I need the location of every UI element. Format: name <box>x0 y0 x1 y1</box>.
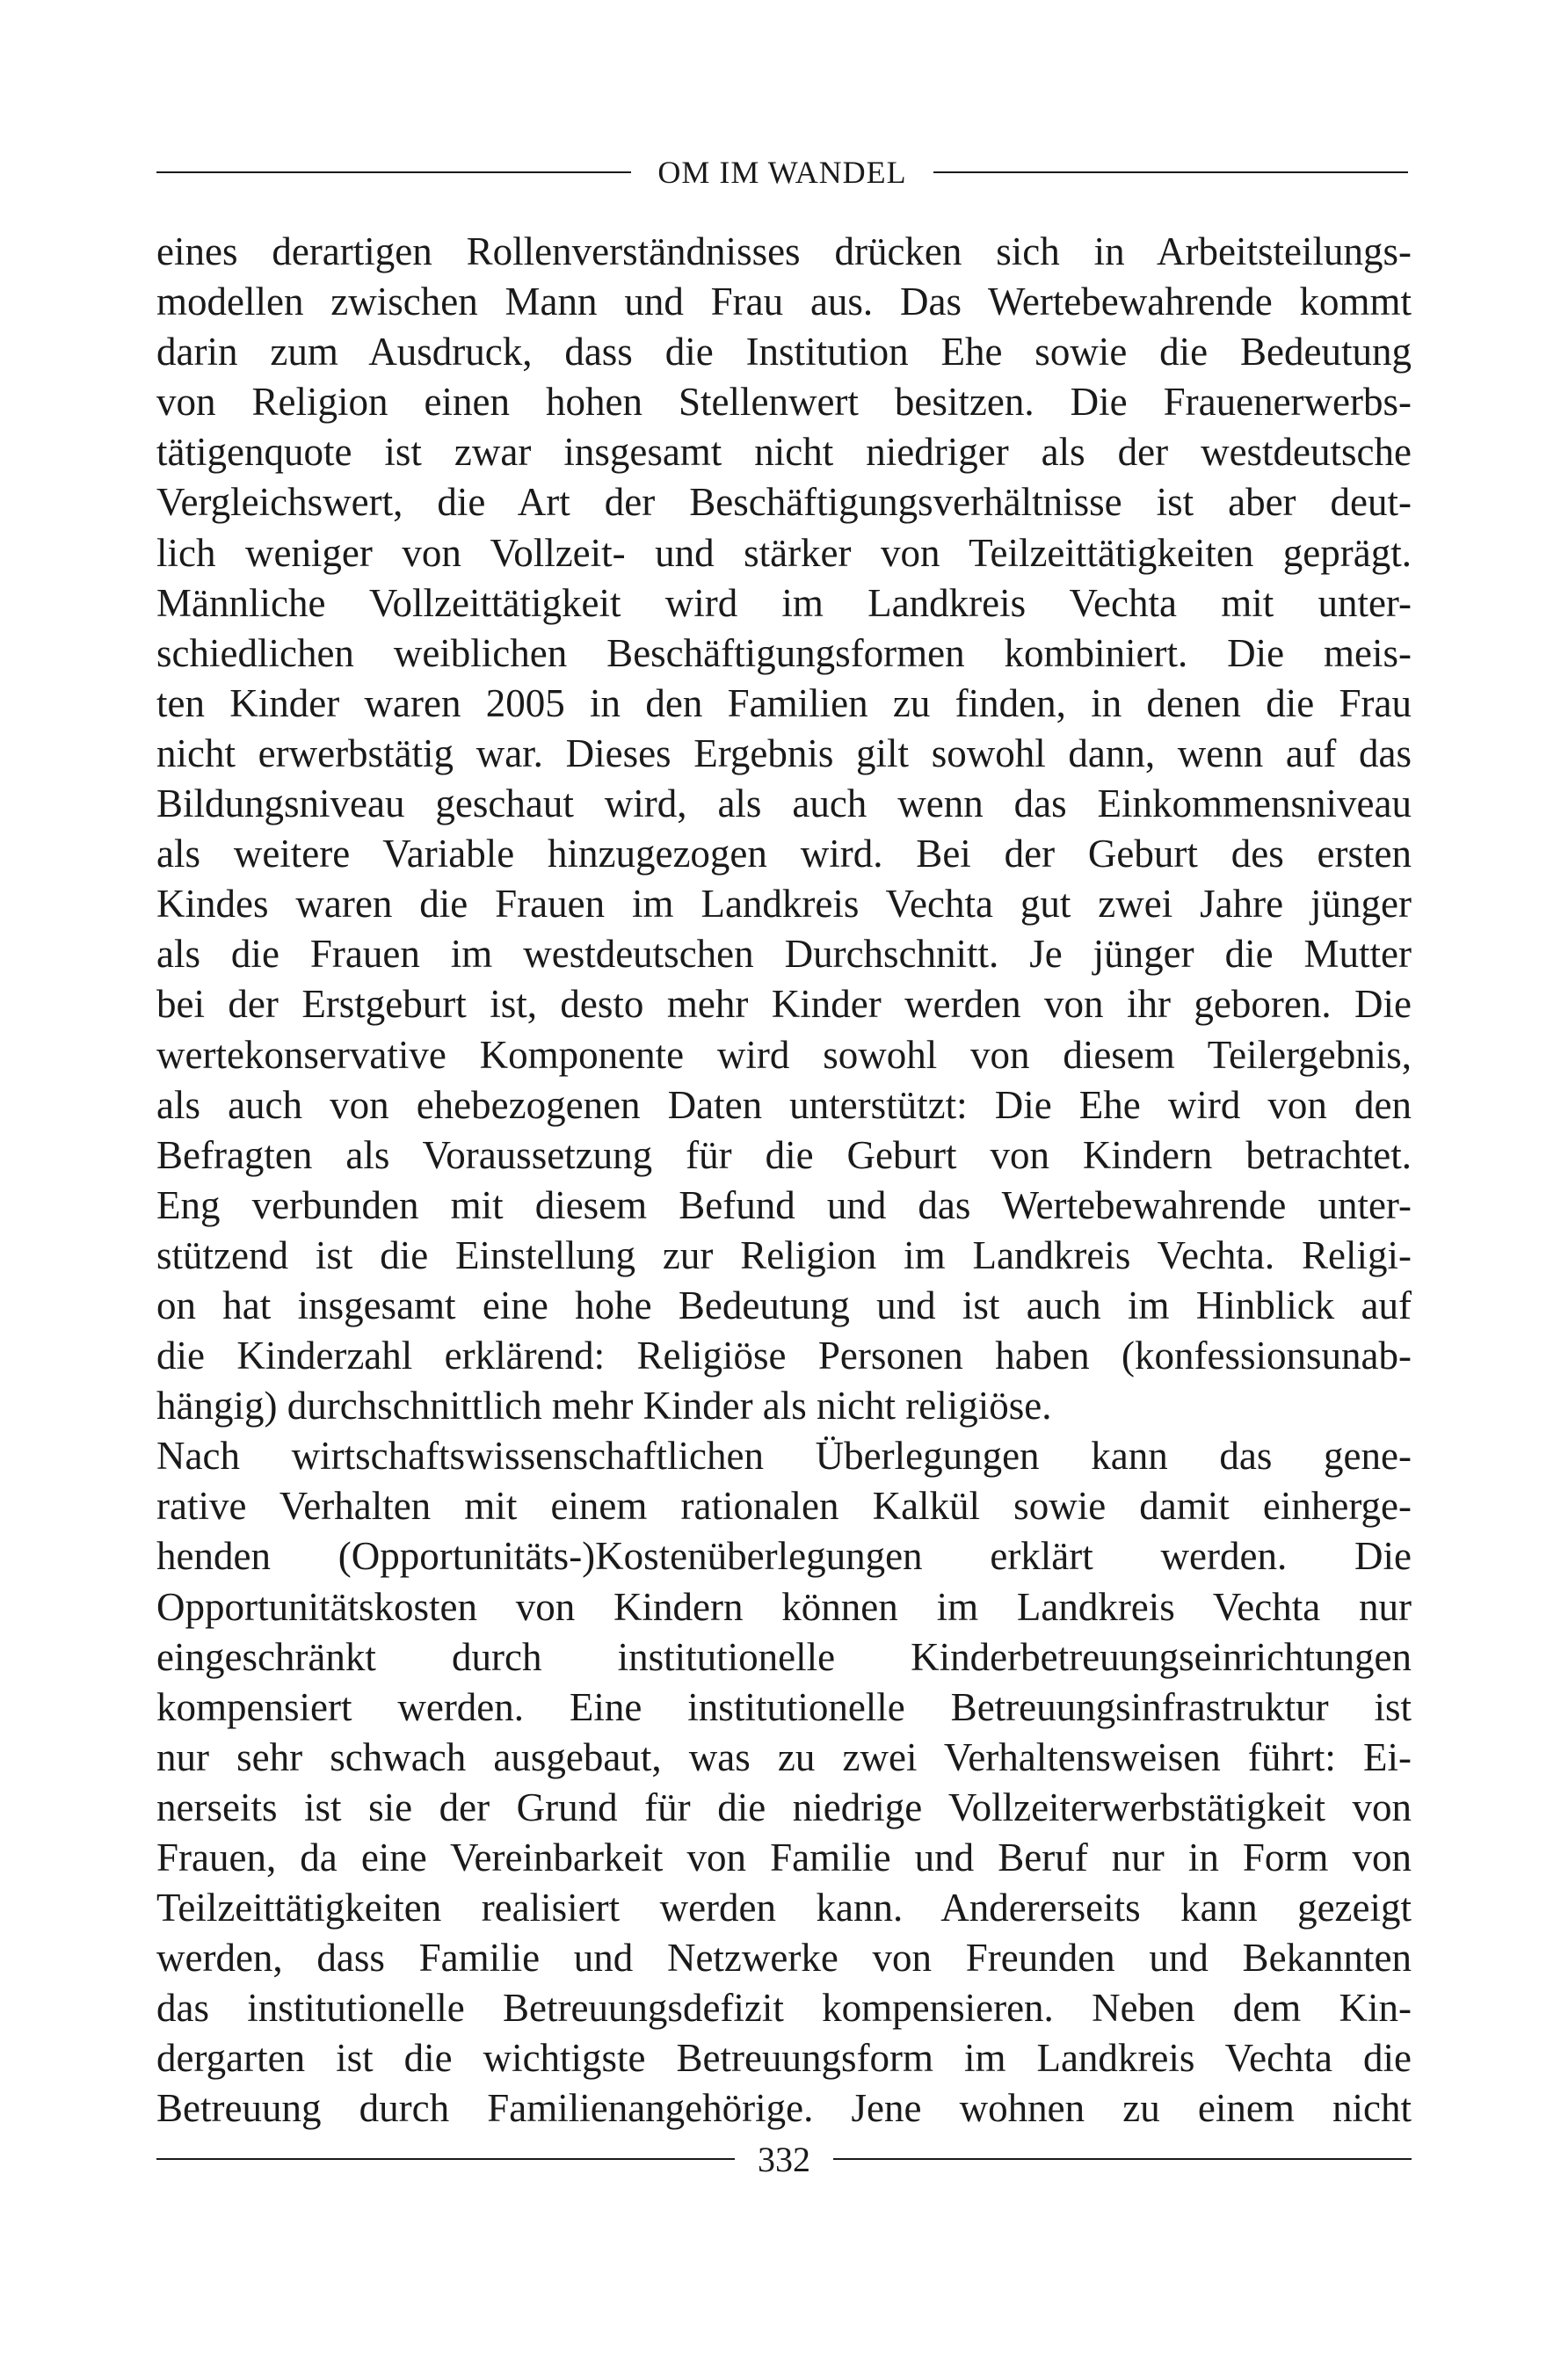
text-line: darin zum Ausdruck, dass die Institution Ehe sowie die Bedeutung <box>156 330 1412 374</box>
text-line: tätigenquote ist zwar insgesamt nicht niedriger als der westdeutsche <box>156 430 1412 475</box>
text-line: von Religion einen hohen Stellenwert besitzen. Die Frauenerwerbs- <box>156 380 1412 425</box>
text-line: werden, dass Familie und Netzwerke von Freunden und Bekannten <box>156 1936 1412 1981</box>
text-line: henden (Opportunitäts-)Kostenüberlegungen erklärt werden. Die <box>156 1534 1412 1579</box>
text-line: das institutionelle Betreuungsdefizit kompensieren. Neben dem Kin- <box>156 1986 1412 2031</box>
text-line: ten Kinder waren 2005 in den Familien zu finden, in denen die Frau <box>156 680 1412 725</box>
text-line: nicht erwerbstätig war. Dieses Ergebnis gilt sowohl dann, wenn auf das <box>156 731 1412 775</box>
text-line: eines derartigen Rollenverständnisses drücken sich in Arbeitsteilungs- <box>156 229 1412 273</box>
header-rule-right <box>933 171 1408 173</box>
text-line: Teilzeittätigkeiten realisiert werden kann. Andererseits kann gezeigt <box>156 1886 1412 1930</box>
text-line: Frauen, da eine Vereinbarkeit von Familie und Beruf nur in Form von <box>156 1836 1412 1879</box>
text-line: Opportunitätskosten von Kindern können im Landkreis Vechta nur <box>156 1584 1412 1629</box>
running-title: OM IM WANDEL <box>657 155 907 190</box>
text-line: als auch von ehebezogenen Daten unterstützt: Die Ehe wird von den <box>156 1082 1412 1127</box>
text-line: rative Verhalten mit einem rationalen Kalkül sowie damit einherge- <box>156 1484 1412 1529</box>
text-line: Befragten als Voraussetzung für die Geburt von Kindern betrachtet. <box>156 1132 1412 1177</box>
text-line: Nach wirtschaftswissenschaftlichen Überlegungen kann das gene- <box>156 1434 1412 1479</box>
running-header <box>156 148 1408 197</box>
footer-rule-right <box>833 2158 1412 2160</box>
text-line: schiedlichen weiblichen Beschäftigungsformen kombiniert. Die meis- <box>156 630 1412 675</box>
text-line: bei der Erstgeburt ist, desto mehr Kinder werden von ihr geboren. Die <box>156 982 1412 1027</box>
body-text <box>156 227 1412 2134</box>
text-line: als die Frauen im westdeutschen Durchschnitt. Je jünger die Mutter <box>156 932 1412 977</box>
text-line: nur sehr schwach ausgebaut, was zu zwei Verhaltensweisen führt: Ei- <box>156 1734 1412 1779</box>
text-line: Betreuung durch Familienangehörige. Jene wohnen zu einem nicht <box>156 2086 1412 2131</box>
text-line: on hat insgesamt eine hohe Bedeutung und ist auch im Hinblick auf <box>156 1283 1412 1327</box>
text-line: Kindes waren die Frauen im Landkreis Vechta gut zwei Jahre jünger <box>156 882 1412 927</box>
header-rule-left <box>156 171 631 173</box>
text-line: nerseits ist sie der Grund für die niedrige Vollzeiterwerbstätigkeit von <box>156 1785 1412 1829</box>
footer-rule-left <box>156 2158 735 2160</box>
text-line: lich weniger von Vollzeit- und stärker von Teilzeittätigkeiten geprägt. <box>156 530 1412 575</box>
text-line: dergarten ist die wichtigste Betreuungsform im Landkreis Vechta die <box>156 2036 1412 2081</box>
text-line: eingeschränkt durch institutionelle Kinderbetreuungseinrichtungen <box>156 1634 1412 1679</box>
text-line: Bildungsniveau geschaut wird, als auch wenn das Einkommensniveau <box>156 782 1412 826</box>
text-line: modellen zwischen Mann und Frau aus. Das Wertebewahrende kommt <box>156 280 1412 324</box>
text-line: Eng verbunden mit diesem Befund und das Wertebewahrende unter- <box>156 1182 1412 1227</box>
page-number: 332 <box>758 2139 810 2179</box>
text-line: stützend ist die Einstellung zur Religion im Landkreis Vechta. Religi- <box>156 1232 1412 1277</box>
text-line: Männliche Vollzeittätigkeit wird im Landkreis Vechta mit unter- <box>156 580 1412 625</box>
text-line: wertekonservative Komponente wird sowohl von diesem Teilergebnis, <box>156 1032 1412 1077</box>
text-line: kompensiert werden. Eine institutionelle Betreuungsinfrastruktur ist <box>156 1684 1412 1729</box>
running-footer <box>156 2133 1412 2185</box>
text-line: die Kinderzahl erklärend: Religiöse Personen haben (konfessionsunab- <box>156 1334 1412 1378</box>
text-line: Vergleichswert, die Art der Beschäftigungsverhältnisse ist aber deut- <box>156 480 1412 525</box>
text-line: als weitere Variable hinzugezogen wird. Bei der Geburt des ersten <box>156 832 1412 876</box>
text-line: hängig) durchschnittlich mehr Kinder als nicht religiöse. <box>156 1384 1052 1429</box>
